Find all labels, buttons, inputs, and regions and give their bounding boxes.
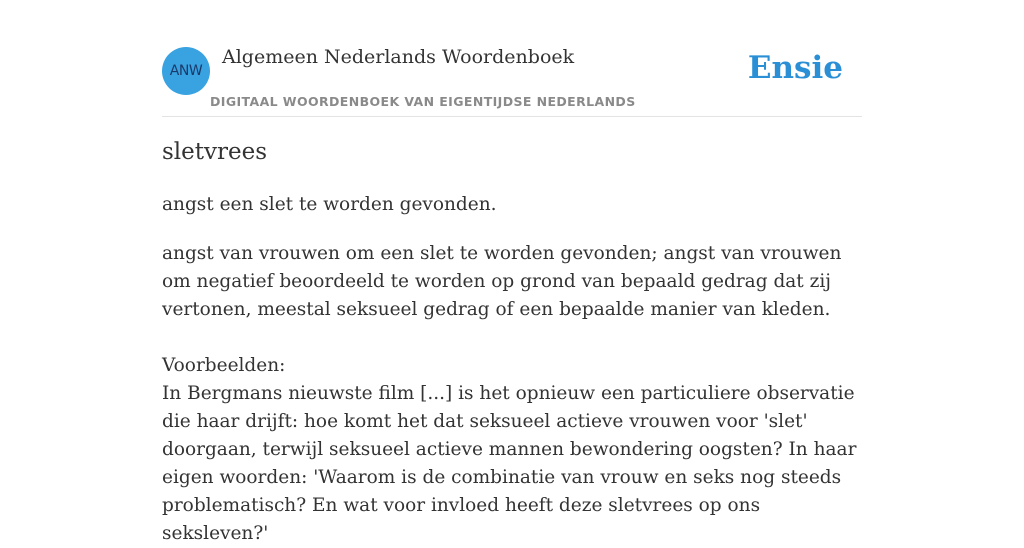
anw-logo[interactable]	[162, 47, 210, 95]
site-title[interactable]: Algemeen Nederlands Woordenboek	[222, 46, 575, 68]
logo-text: ANW	[169, 63, 203, 79]
long-definition-block	[162, 240, 862, 548]
short-definition: angst een slet te worden gevonden.	[162, 194, 497, 215]
site-header	[162, 0, 862, 117]
ensie-brand-logo[interactable]: Ensie	[747, 50, 843, 86]
page-container	[162, 0, 862, 544]
paragraph-spacer	[162, 324, 862, 352]
entry-headword: sletvrees	[162, 139, 268, 165]
example-text: In Bergmans nieuwste film [...] is het opnieuw een particuliere observatie die haar drijft: hoe komt het dat seksueel actieve vrouwen voor 'slet' doorgaan, terwijl seksueel actieve mannen bewondering oogsten? In haar eigen woorden: 'Waarom is de combinatie van vrouw en seks nog steeds problematisch? En wat voor invloed heeft deze sletvrees op ons seksleven?'	[162, 383, 857, 544]
site-subtitle: DIGITAAL WOORDENBOEK VAN EIGENTIJDSE NEDERLANDS	[210, 94, 636, 109]
long-definition: angst van vrouwen om een slet te worden gevonden; angst van vrouwen om negatief beoordeeld te worden op grond van bepaald gedrag dat zij vertonen, meestal seksueel gedrag of een bepaalde manier van kleden.	[162, 243, 842, 320]
examples-label: Voorbeelden:	[162, 355, 286, 376]
